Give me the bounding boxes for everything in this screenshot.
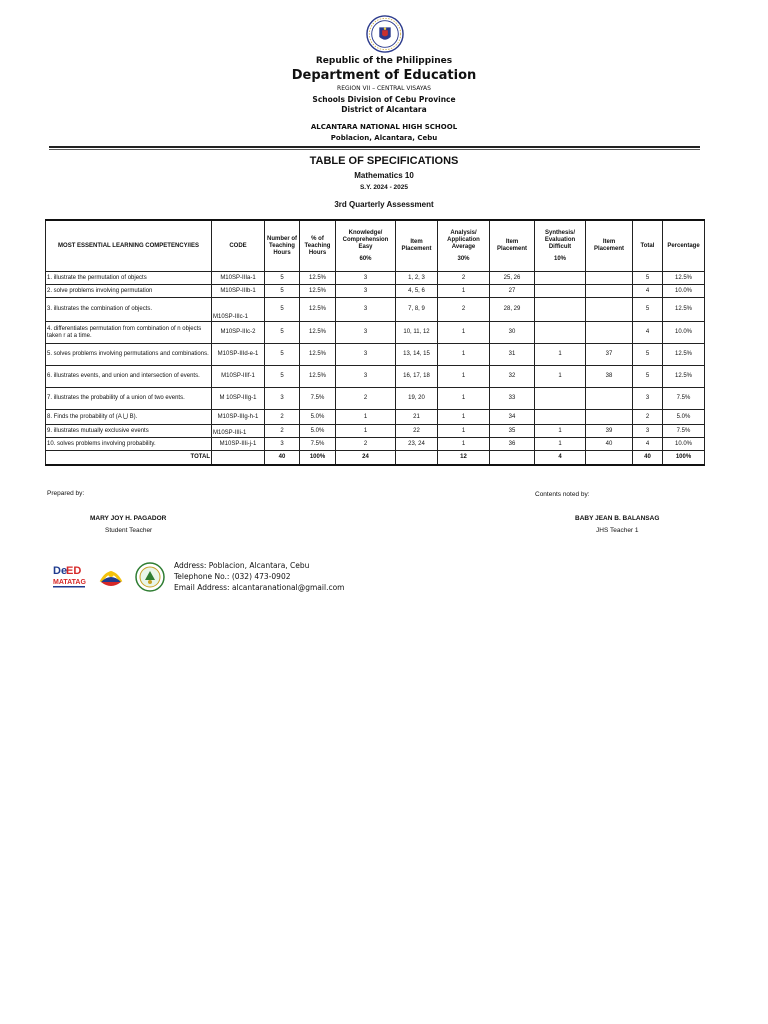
cell-easy: 2 [336, 438, 396, 451]
cell-percentage: 12.5% [663, 366, 705, 388]
noted-by-name: BABY JEAN B. BALANSAG [575, 515, 660, 522]
cell-difficult: 1 [535, 366, 586, 388]
header-knowledge [336, 220, 396, 272]
header-percentage: Percentage [663, 220, 705, 272]
cell-average: 1 [438, 438, 490, 451]
school-seal-icon [135, 562, 165, 592]
cell-percentage: 10.0% [663, 438, 705, 451]
header-synthesis [535, 220, 586, 272]
cell-competency: 8. Finds the probability of (A ⋃ B). [46, 410, 212, 425]
cell-percentage: 5.0% [663, 410, 705, 425]
cell-competency: 1. illustrate the permutation of objects [46, 272, 212, 285]
cell-total: 4 [633, 322, 663, 344]
cell-easy-items: 21 [396, 410, 438, 425]
header-item-placement-easy: Item Placement [396, 220, 438, 272]
cell-pct-hours: 12.5% [300, 285, 336, 298]
region-text: REGION VII – CENTRAL VISAYAS [337, 85, 431, 92]
table-body [46, 272, 705, 466]
cell-total: 4 [633, 438, 663, 451]
cell-average-items: 32 [490, 366, 535, 388]
cell-difficult [535, 298, 586, 322]
svg-text:ED: ED [66, 565, 82, 577]
cell-average-items: 28, 29 [490, 298, 535, 322]
bagong-pilipinas-logo-icon [97, 562, 125, 592]
table-row [46, 285, 705, 298]
table-row [46, 410, 705, 425]
table-row [46, 272, 705, 285]
cell-total: 5 [633, 366, 663, 388]
header-synthesis-pct: 10% [553, 255, 566, 262]
table-row [46, 298, 705, 322]
prepared-by-name: MARY JOY H. PAGADOR [90, 515, 167, 522]
cell-easy-items: 1, 2, 3 [396, 272, 438, 285]
cell-percentage: 7.5% [663, 425, 705, 438]
cell-percentage: 7.5% [663, 388, 705, 410]
header-total: Total [633, 220, 663, 272]
cell-difficult-items [586, 322, 633, 344]
totals-average: 12 [438, 451, 490, 466]
totals-difficult-items [586, 451, 633, 466]
department-text: Department of Education [291, 68, 477, 83]
totals-pct: 100% [300, 451, 336, 466]
cell-difficult [535, 322, 586, 344]
cell-percentage: 12.5% [663, 298, 705, 322]
cell-difficult [535, 285, 586, 298]
cell-easy-items: 22 [396, 425, 438, 438]
cell-competency: 5. solves problems involving permutations and combinations. [46, 344, 212, 366]
cell-difficult: 1 [535, 344, 586, 366]
cell-total: 3 [633, 425, 663, 438]
totals-label: TOTAL [46, 451, 212, 466]
cell-average: 1 [438, 322, 490, 344]
cell-easy: 3 [336, 272, 396, 285]
cell-average-items: 31 [490, 344, 535, 366]
cell-code: M10SP-IIIc-2 [212, 322, 265, 344]
svg-text:MATATAG: MATATAG [53, 579, 86, 586]
cell-average-items: 30 [490, 322, 535, 344]
cell-percentage: 10.0% [663, 285, 705, 298]
cell-easy: 3 [336, 298, 396, 322]
division-text: Schools Division of Cebu Province [312, 95, 456, 104]
cell-difficult-items [586, 285, 633, 298]
cell-easy: 3 [336, 322, 396, 344]
cell-average: 1 [438, 425, 490, 438]
svg-text:De: De [53, 565, 68, 577]
cell-average: 1 [438, 410, 490, 425]
cell-easy-items: 23, 24 [396, 438, 438, 451]
cell-average: 1 [438, 388, 490, 410]
cell-code: M10SP-IIIa-1 [212, 272, 265, 285]
cell-easy-items: 13, 14, 15 [396, 344, 438, 366]
quarter-text: 3rd Quarterly Assessment [334, 200, 434, 209]
cell-total: 5 [633, 298, 663, 322]
cell-difficult-items [586, 298, 633, 322]
cell-code: M10SP-IIIg-h-1 [212, 410, 265, 425]
header-knowledge-pct: 60% [359, 255, 372, 262]
cell-easy: 1 [336, 425, 396, 438]
cell-difficult-items [586, 388, 633, 410]
cell-code: M10SP-IIIc-1 [212, 298, 265, 322]
cell-competency: 10. solves problems involving probability. [46, 438, 212, 451]
header-synthesis-label: Synthesis/ Evaluation Difficult [544, 229, 576, 250]
cell-difficult-items: 40 [586, 438, 633, 451]
header-item-placement-average: Item Placement [490, 220, 535, 272]
cell-hours: 5 [265, 322, 300, 344]
cell-difficult-items [586, 272, 633, 285]
cell-total: 4 [633, 285, 663, 298]
cell-code: M 10SP-IIIg-1 [212, 388, 265, 410]
cell-pct-hours: 5.0% [300, 410, 336, 425]
header-knowledge-label: Knowledge/ Comprehension Easy [342, 229, 389, 250]
totals-average-items [490, 451, 535, 466]
cell-easy-items: 16, 17, 18 [396, 366, 438, 388]
footer-email: Email Address: alcantaranational@gmail.com [174, 583, 345, 592]
table-row [46, 344, 705, 366]
cell-difficult-items: 38 [586, 366, 633, 388]
republic-text: Republic of the Philippines [315, 56, 453, 66]
cell-competency: 6. illustrates events, and union and intersection of events. [46, 366, 212, 388]
cell-pct-hours: 7.5% [300, 388, 336, 410]
cell-competency: 9. illustrates mutually exclusive events [46, 425, 212, 438]
cell-pct-hours: 12.5% [300, 344, 336, 366]
cell-code: M10SP-IIId-e-1 [212, 344, 265, 366]
cell-average-items: 27 [490, 285, 535, 298]
cell-easy-items: 10, 11, 12 [396, 322, 438, 344]
cell-difficult: 1 [535, 425, 586, 438]
cell-total: 2 [633, 410, 663, 425]
cell-difficult-items [586, 410, 633, 425]
cell-difficult [535, 388, 586, 410]
totals-code [212, 451, 265, 466]
totals-percentage: 100% [663, 451, 705, 466]
cell-percentage: 12.5% [663, 272, 705, 285]
cell-percentage: 10.0% [663, 322, 705, 344]
totals-row [46, 451, 705, 466]
totals-total: 40 [633, 451, 663, 466]
cell-pct-hours: 12.5% [300, 366, 336, 388]
cell-average: 1 [438, 366, 490, 388]
header-divider [49, 146, 700, 148]
footer-address: Address: Poblacion, Alcantara, Cebu [174, 561, 310, 570]
table-row [46, 322, 705, 344]
cell-easy-items: 4, 5, 6 [396, 285, 438, 298]
cell-hours: 5 [265, 366, 300, 388]
cell-easy: 2 [336, 388, 396, 410]
cell-average: 1 [438, 344, 490, 366]
totals-easy: 24 [336, 451, 396, 466]
cell-total: 5 [633, 272, 663, 285]
cell-total: 5 [633, 344, 663, 366]
table-row [46, 366, 705, 388]
header-divider-thin [49, 149, 700, 150]
totals-difficult: 4 [535, 451, 586, 466]
cell-code: M10SP-IIIi-j-1 [212, 438, 265, 451]
footer-telephone: Telephone No.: (032) 473-0902 [174, 572, 291, 581]
header-code: CODE [212, 220, 265, 272]
school-location: Poblacion, Alcantara, Cebu [330, 134, 438, 142]
cell-competency: 7. illustrates the probability of a union of two events. [46, 388, 212, 410]
cell-hours: 2 [265, 410, 300, 425]
cell-difficult: 1 [535, 438, 586, 451]
header-item-placement-difficult: Item Placement [586, 220, 633, 272]
prepared-by-label: Prepared by: [47, 490, 85, 497]
cell-percentage: 12.5% [663, 344, 705, 366]
cell-difficult [535, 410, 586, 425]
header-analysis-label: Analysis/ Application Average [447, 229, 480, 250]
cell-hours: 5 [265, 298, 300, 322]
cell-code: M10SP-IIIb-1 [212, 285, 265, 298]
subject-text: Mathematics 10 [354, 171, 414, 180]
cell-hours: 3 [265, 388, 300, 410]
cell-average-items: 35 [490, 425, 535, 438]
cell-pct-hours: 12.5% [300, 272, 336, 285]
noted-by-label: Contents noted by: [535, 491, 590, 498]
cell-code: M10SP-IIIf-1 [212, 366, 265, 388]
cell-code: M10SP-IIIi-1 [212, 425, 265, 438]
table-row [46, 425, 705, 438]
cell-competency: 2. solve problems involving permutation [46, 285, 212, 298]
cell-hours: 5 [265, 285, 300, 298]
cell-easy-items: 19, 20 [396, 388, 438, 410]
cell-pct-hours: 12.5% [300, 322, 336, 344]
cell-average: 1 [438, 285, 490, 298]
cell-easy: 3 [336, 344, 396, 366]
noted-by-role: JHS Teacher 1 [596, 527, 639, 534]
school-name: ALCANTARA NATIONAL HIGH SCHOOL [310, 123, 458, 131]
cell-hours: 5 [265, 344, 300, 366]
cell-pct-hours: 5.0% [300, 425, 336, 438]
cell-hours: 5 [265, 272, 300, 285]
totals-easy-items [396, 451, 438, 466]
cell-average: 2 [438, 272, 490, 285]
header-analysis-pct: 30% [457, 255, 470, 262]
prepared-by-role: Student Teacher [105, 527, 153, 534]
cell-pct-hours: 7.5% [300, 438, 336, 451]
cell-average-items: 34 [490, 410, 535, 425]
cell-competency: 3. illustrates the combination of objects. [46, 298, 212, 322]
deped-seal-icon [366, 15, 404, 53]
cell-easy: 3 [336, 285, 396, 298]
cell-difficult-items: 39 [586, 425, 633, 438]
table-header-row [46, 220, 705, 272]
document-title: TABLE OF SPECIFICATIONS [309, 155, 459, 167]
header-pct-hours: % of Teaching Hours [300, 220, 336, 272]
district-text: District of Alcantara [341, 105, 427, 114]
cell-easy: 1 [336, 410, 396, 425]
header-analysis [438, 220, 490, 272]
header-competency: MOST ESSENTIAL LEARNING COMPETENCY/IES [46, 220, 212, 272]
cell-easy: 3 [336, 366, 396, 388]
specification-table [45, 219, 705, 466]
totals-hours: 40 [265, 451, 300, 466]
table-row [46, 438, 705, 451]
cell-easy-items: 7, 8, 9 [396, 298, 438, 322]
table-row [46, 388, 705, 410]
cell-competency: 4. differentiates permutation from combination of n objects taken r at a time. [46, 322, 212, 344]
cell-average-items: 33 [490, 388, 535, 410]
cell-pct-hours: 12.5% [300, 298, 336, 322]
cell-total: 3 [633, 388, 663, 410]
cell-average-items: 25, 26 [490, 272, 535, 285]
cell-hours: 2 [265, 425, 300, 438]
deped-matatag-logo-icon [52, 561, 86, 591]
cell-hours: 3 [265, 438, 300, 451]
cell-difficult-items: 37 [586, 344, 633, 366]
cell-difficult [535, 272, 586, 285]
school-year-text: S.Y. 2024 - 2025 [359, 184, 409, 191]
cell-average: 2 [438, 298, 490, 322]
cell-average-items: 36 [490, 438, 535, 451]
header-hours: Number of Teaching Hours [265, 220, 300, 272]
